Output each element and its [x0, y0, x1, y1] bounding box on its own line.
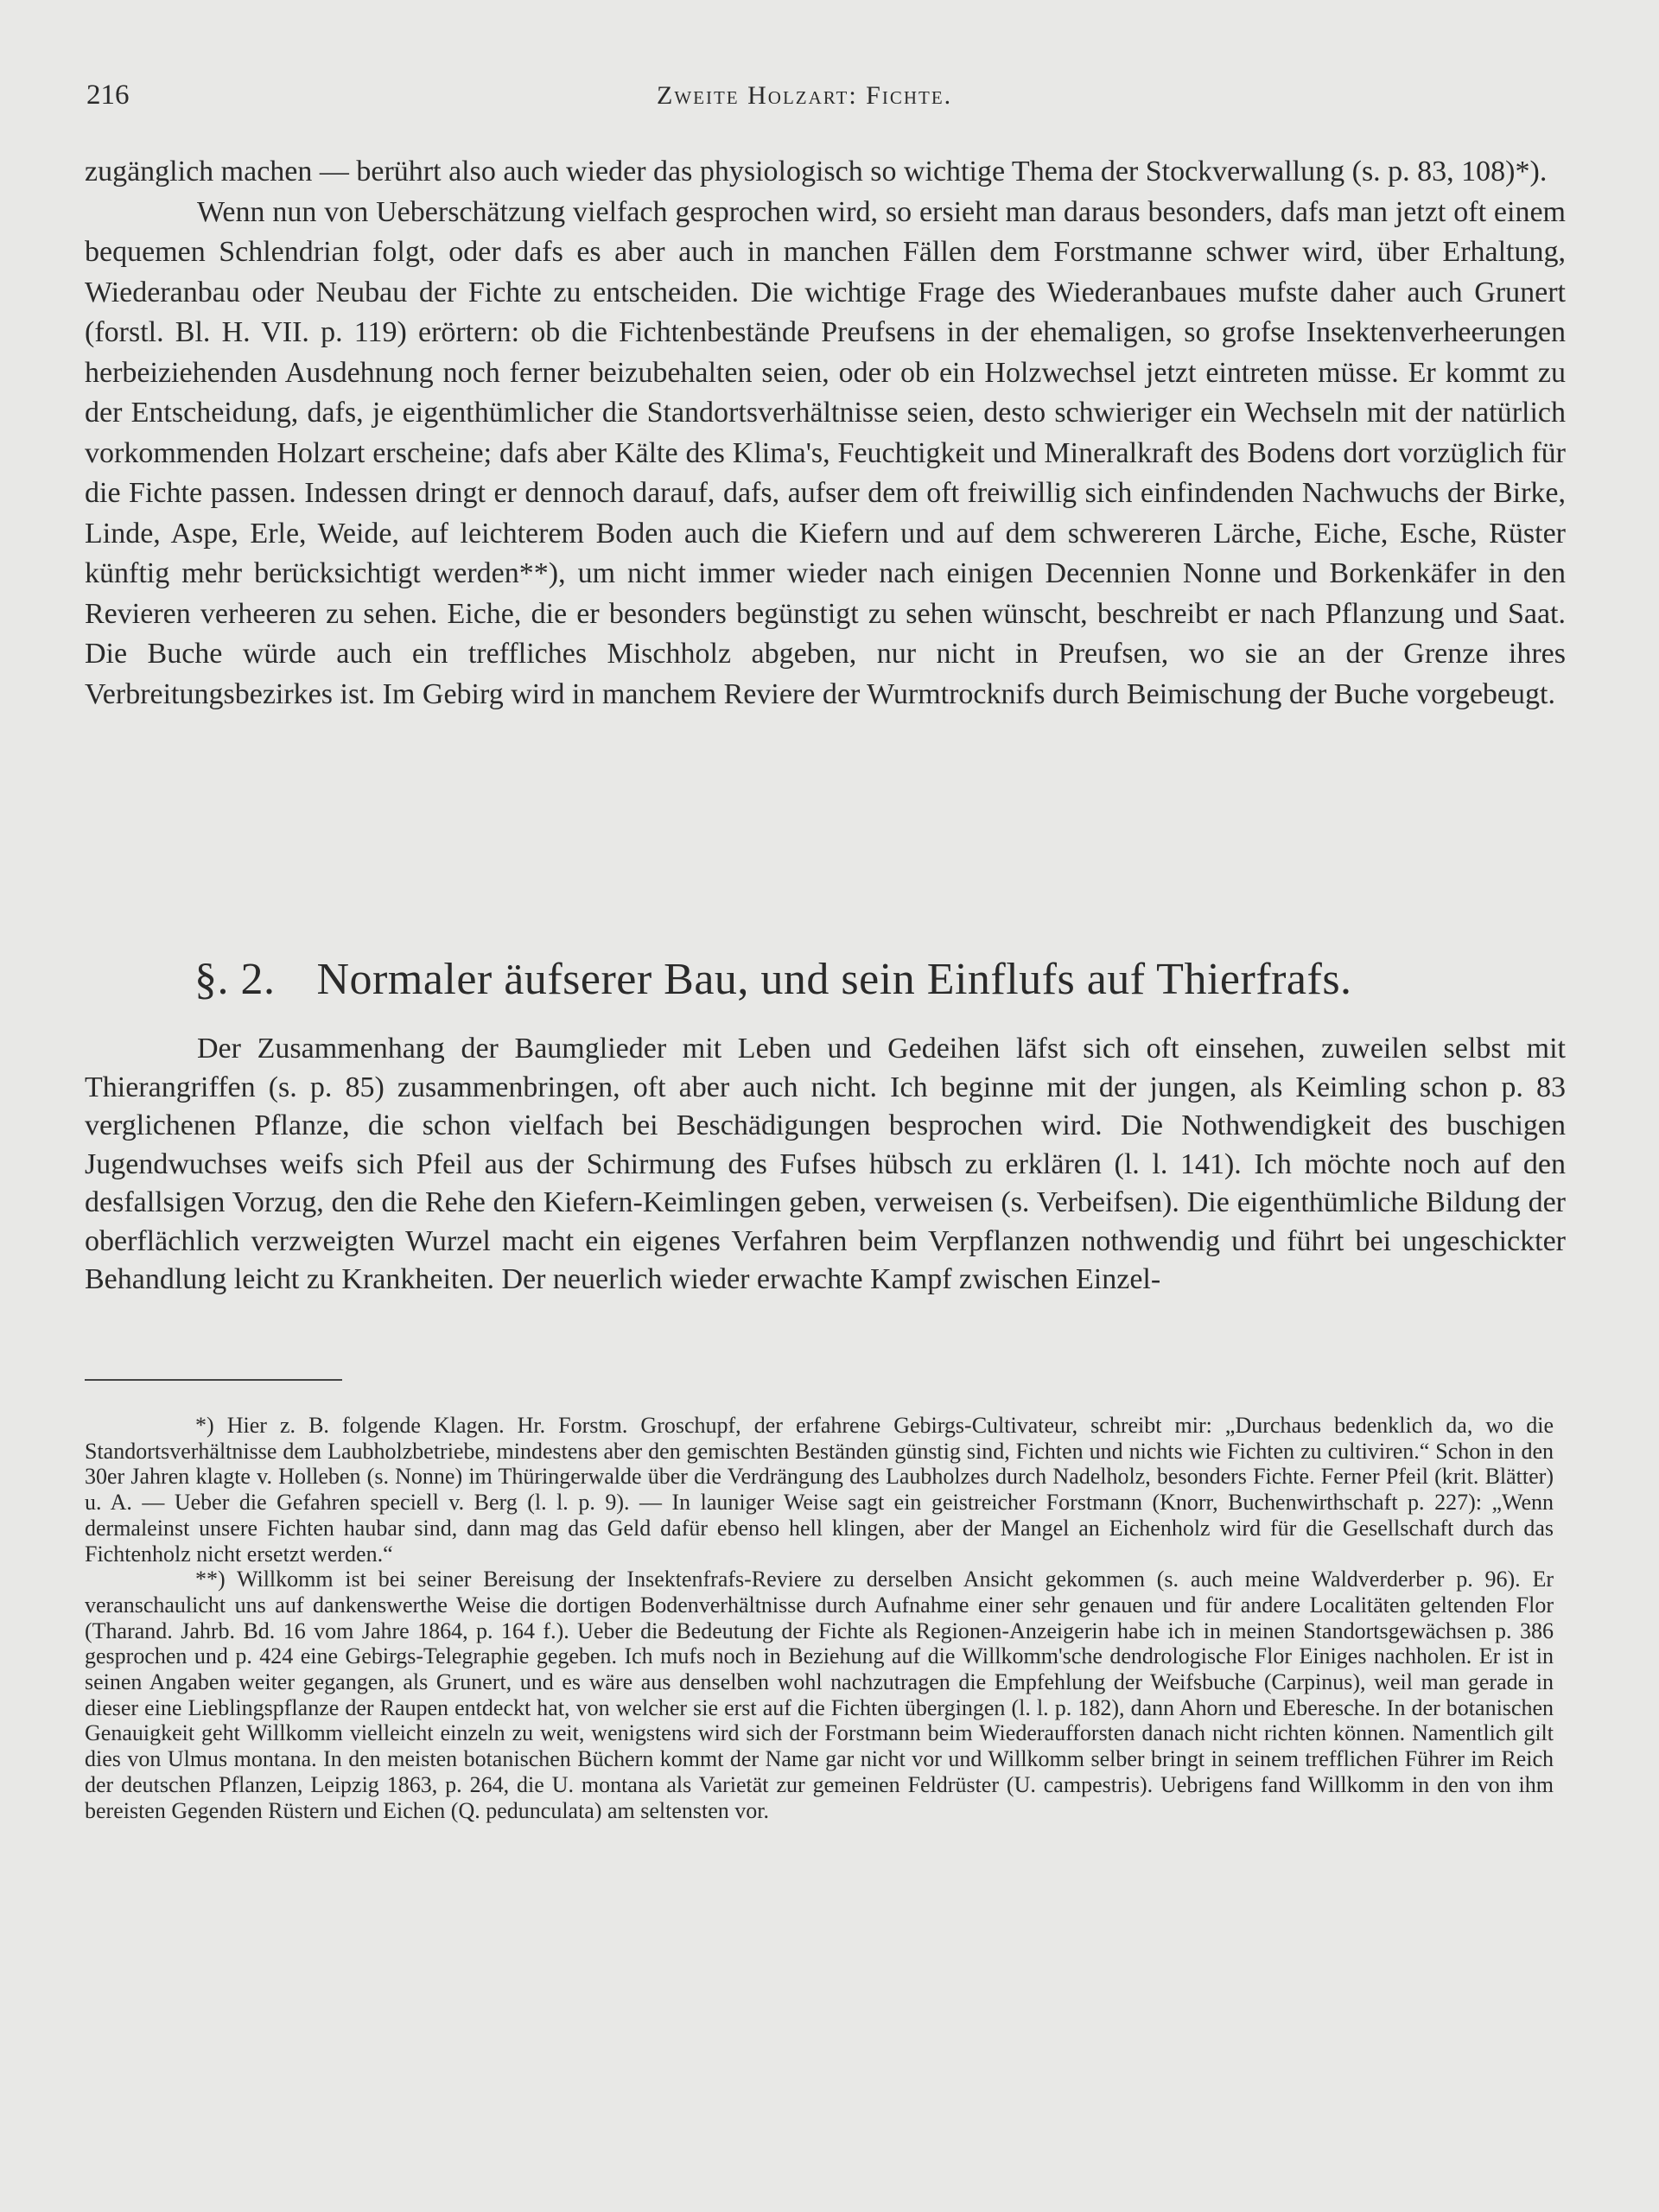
paragraph-continuation: zugänglich machen — berührt also auch wieder das physiologisch so wichtige Thema der Stockverwallung (s. p. 83, 108)*).: [85, 156, 1548, 188]
main-text-lower: [85, 1030, 1566, 1300]
footnote-2: **) Willkomm ist bei seiner Bereisung der Insektenfrafs-Reviere zu derselben Ansicht gekommen (s. auch meine Waldverderber p. 96). Er veranschaulicht uns auf dankenswerthe Weise die dortigen Bodenverhältnisse durch Aufnahme einer sehr genauen und für andere Localitäten geltenden Flor (Tharand. Jahrb. Bd. 16 vom Jahre 1864, p. 164 f.). Ueber die Bedeutung der Fichte als Regionen-Anzeigerin habe ich in meinen Standortsgewächsen p. 386 gesprochen und p. 424 eine Gebirgs-Telegraphie gegeben. Ich mufs noch in Beziehung auf die Willkomm'sche dendrologische Flor Einiges nachholen. Er ist in seinen Angaben weiter gegangen, als Grunert, und es wäre aus denselben wohl nachzutragen die Empfehlung der Weifsbuche (Carpinus), weil man gerade in dieser eine Lieblingspflanze der Raupen entdeckt hat, von welcher sie erst auf die Fichten übergingen (l. l. p. 182), dann Ahorn und Eberesche. In der botanischen Genauigkeit geht Willkomm vielleicht einzeln zu weit, wenigstens wird sich der Forstmann beim Wiederaufforsten danach nicht richten können. Namentlich gilt dies von Ulmus montana. In den meisten botanischen Büchern kommt der Name gar nicht vor und Willkomm selber bringt in seinem trefflichen Führer im Reich der deutschen Pflanzen, Leipzig 1863, p. 264, die U. montana als Varietät zur gemeinen Feldrüster (U. campestris). Uebrigens fand Willkomm in den von ihm bereisten Gegenden Rüstern und Eichen (Q. pedunculata) am seltensten vor.: [85, 1567, 1554, 1823]
main-text-upper: [85, 152, 1566, 715]
section-title: Normaler äufserer Bau, und sein Einflufs auf Thierfrafs.: [316, 955, 1352, 1004]
section-heading: [194, 954, 1577, 1005]
paragraph: Wenn nun von Ueberschätzung vielfach gesprochen wird, so ersieht man daraus besonders, dafs man jetzt oft einem bequemen Schlendrian folgt, oder dafs es aber auch in manchen Fällen dem Forstmanne schwer wird, über Erhaltung, Wiederanbau oder Neubau der Fichte zu entscheiden. Die wichtige Frage des Wiederanbaues mufste daher auch Grunert (forstl. Bl. H. VII. p. 119) erörtern: ob die Fichtenbestände Preufsens in der ehemaligen, so grofse Insektenverheerungen herbeiziehenden Ausdehnung noch ferner beizubehalten seien, oder ob ein Holzwechsel jetzt eintreten müsse. Er kommt zu der Entscheidung, dafs, je eigenthümlicher die Standortsverhältnisse seien, desto schwieriger ein Wechseln mit der natürlich vorkommenden Holzart erscheine; dafs aber Kälte des Klima's, Feuchtigkeit und Mineralkraft des Bodens dort vorzüglich für die Fichte passen. Indessen dringt er dennoch darauf, dafs, aufser dem oft freiwillig sich einfindenden Nachwuchs der Birke, Linde, Aspe, Erle, Weide, auf leichterem Boden auch die Kiefern und auf dem schwereren Lärche, Eiche, Esche, Rüster künftig mehr berücksichtigt werden**), um nicht immer wieder nach einigen Decennien Nonne und Borkenkäfer in den Revieren verheeren zu sehen. Eiche, die er besonders begünstigt zu sehen wünscht, beschreibt er nach Pflanzung und Saat. Die Buche würde auch ein treffliches Mischholz abgeben, nur nicht in Preufsen, wo sie an der Grenze ihres Verbreitungsbezirkes ist. Im Gebirg wird in manchem Reviere der Wurmtrocknifs durch Beimischung der Buche vorgebeugt.: [85, 195, 1566, 710]
page-number: 216: [86, 79, 130, 111]
section-number: §. 2.: [194, 955, 276, 1004]
page-header: [86, 79, 1573, 131]
paragraph: Der Zusammenhang der Baumglieder mit Leben und Gedeihen läfst sich oft einsehen, zuweilen selbst mit Thierangriffen (s. p. 85) zusammenbringen, oft aber auch nicht. Ich beginne mit der jungen, als Keimling schon p. 83 verglichenen Pflanze, die schon vielfach bei Beschädigungen besprochen wird. Die Nothwendigkeit des buschigen Jugendwuchses weifs sich Pfeil aus der Schirmung des Fufses hübsch zu erklären (l. l. 141). Ich möchte noch auf den desfallsigen Vorzug, den die Rehe den Kiefern-Keimlingen geben, verweisen (s. Verbeifsen). Die eigenthümliche Bildung der oberflächlich verzweigten Wurzel macht ein eigenes Verfahren beim Verpflanzen nothwendig und führt bei ungeschickter Behandlung leicht zu Krankheiten. Der neuerlich wieder erwachte Kampf zwischen Einzel-: [85, 1033, 1566, 1295]
footnotes: [85, 1413, 1554, 1823]
footnote-rule: [85, 1379, 342, 1381]
running-head: Zweite Holzart: Fichte.: [657, 81, 953, 110]
footnote-1: *) Hier z. B. folgende Klagen. Hr. Forstm. Groschupf, der erfahrene Gebirgs-Cultivateur, schreibt mir: „Durchaus bedenklich da, wo die Standortsverhältnisse dem Laubholzbetriebe, mindestens aber den gemischten Beständen günstig sind, Fichten und nichts wie Fichten zu cultiviren.“ Schon in den 30er Jahren klagte v. Holleben (s. Nonne) im Thüringerwalde über die Verdrängung des Laubholzes durch Nadelholz, besonders Fichte. Ferner Pfeil (krit. Blätter) u. A. — Ueber die Gefahren speciell v. Berg (l. l. p. 9). — In launiger Weise sagt ein geistreicher Forstmann (Knorr, Buchenwirthschaft p. 227): „Wenn dermaleinst unsere Fichten haubar sind, dann mag das Geld dafür ebenso hell klingen, aber der Mangel an Eichenholz wird für die Gesellschaft durch das Fichtenholz nicht ersetzt werden.“: [85, 1413, 1554, 1567]
